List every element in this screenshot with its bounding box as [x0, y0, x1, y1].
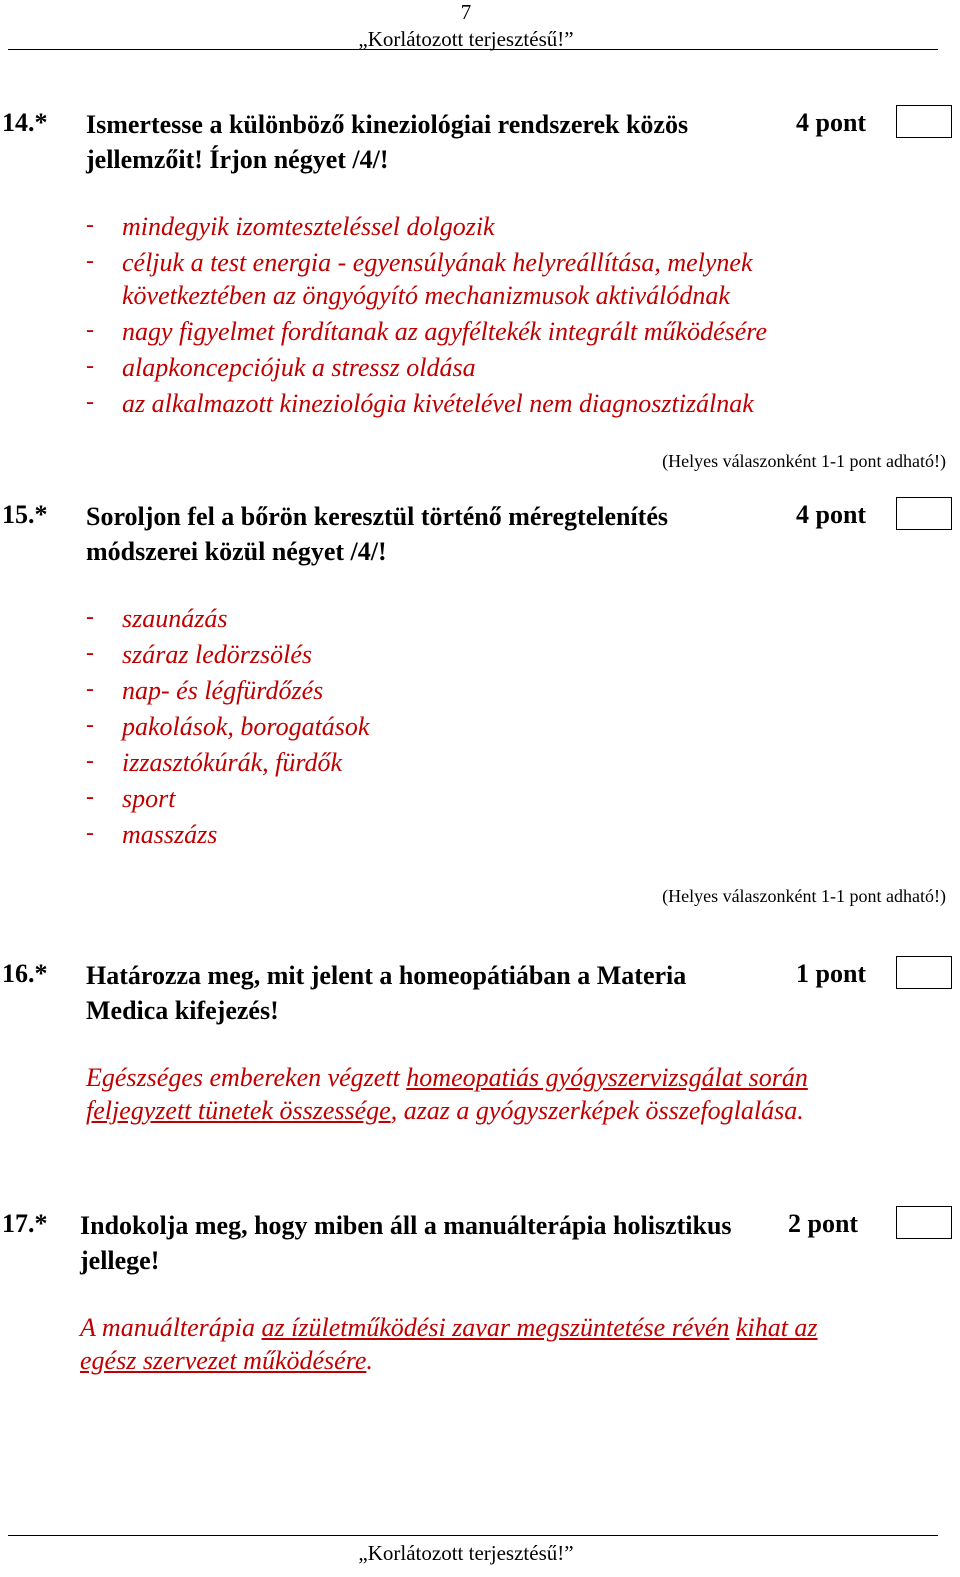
footer-rule [8, 1535, 938, 1536]
answer-text: nagy figyelmet fordítanak az agyféltekék integrált működésére [122, 317, 767, 346]
question-17-points: 2 pont [788, 1209, 859, 1238]
answer-text: pakolások, borogatások [122, 712, 370, 741]
answer-text: . [366, 1346, 373, 1375]
question-17-score-box[interactable] [896, 1206, 952, 1239]
list-dash: - [86, 712, 94, 738]
list-dash: - [86, 604, 94, 630]
list-dash: - [86, 676, 94, 702]
header-text: „Korlátozott terjesztésű!” [358, 27, 574, 51]
answer-text: száraz ledörzsölés [122, 640, 312, 669]
answer-text: sport [122, 784, 176, 813]
answer-text: Egészséges embereken végzett [86, 1063, 407, 1092]
answer-key-phrase: egész szervezet működésére [80, 1346, 367, 1375]
answer-17-line-2 [80, 1344, 373, 1377]
answer-key-phrase: az ízületműködési zavar megszüntetése révén [261, 1313, 730, 1342]
answer-text: , azaz a gyógyszerképek összefoglalása. [390, 1096, 804, 1125]
question-15-scoring-note: (Helyes válaszonként 1-1 pont adható!) [662, 886, 946, 906]
answer-key-phrase: homeopatiás gyógyszervizsgálat során [406, 1063, 808, 1092]
question-14-scoring-note: (Helyes válaszonként 1-1 pont adható!) [662, 451, 946, 471]
answer-text: mindegyik izomteszteléssel dolgozik [122, 212, 495, 241]
question-17-number: 17.* [2, 1209, 48, 1238]
answer-16-line-1 [86, 1061, 808, 1094]
answer-text: az alkalmazott kineziológia kivételével nem diagnosztizálnak [122, 389, 754, 418]
question-15-score-box[interactable] [896, 497, 952, 530]
header-rule [8, 49, 938, 50]
question-14-number: 14.* [2, 108, 48, 137]
list-dash: - [86, 748, 94, 774]
question-14-points: 4 pont [796, 108, 867, 137]
list-dash: - [86, 640, 94, 666]
answer-text: masszázs [122, 820, 218, 849]
question-14-score-box[interactable] [896, 105, 952, 138]
list-dash: - [86, 389, 94, 415]
question-16-number: 16.* [2, 959, 48, 988]
answer-text: izzasztókúrák, fürdők [122, 748, 343, 777]
answer-17-line-1 [80, 1311, 818, 1344]
list-dash: - [86, 248, 94, 274]
question-16-text: Határozza meg, mit jelent a homeopátiában a Materia Medica kifejezés! [86, 961, 687, 1025]
question-16-score-box[interactable] [896, 956, 952, 989]
question-16-points: 1 pont [796, 959, 867, 988]
question-14-text: Ismertesse a különböző kineziológiai rendszerek közös jellemzőit! Írjon négyet /4/! [86, 110, 689, 174]
list-dash: - [86, 820, 94, 846]
question-15-text: Soroljon fel a bőrön keresztül történő méregtelenítés módszerei közül négyet /4/! [86, 502, 668, 566]
question-15-number: 15.* [2, 500, 48, 529]
list-dash: - [86, 784, 94, 810]
answer-key-phrase: kihat az [735, 1313, 818, 1342]
list-dash: - [86, 212, 94, 238]
answer-text: céljuk a test energia - egyensúlyának helyreállítása, melynek [122, 248, 753, 277]
answer-16-line-2 [86, 1094, 804, 1127]
list-dash: - [86, 353, 94, 379]
answer-text: szaunázás [122, 604, 228, 633]
answer-text: A manuálterápia [80, 1313, 262, 1342]
answer-text: következtében az öngyógyító mechanizmusok aktiválódnak [122, 281, 730, 310]
list-dash: - [86, 317, 94, 343]
answer-text: alapkoncepciójuk a stressz oldása [122, 353, 476, 382]
page-number: 7 [460, 0, 472, 24]
answer-key-phrase: feljegyzett tünetek összessége [86, 1096, 391, 1125]
answer-text: nap- és légfürdőzés [122, 676, 324, 705]
footer-text: „Korlátozott terjesztésű!” [358, 1541, 574, 1565]
question-15-points: 4 pont [796, 500, 867, 529]
question-17-text: Indokolja meg, hogy miben áll a manuálterápia holisztikus jellege! [80, 1211, 732, 1275]
